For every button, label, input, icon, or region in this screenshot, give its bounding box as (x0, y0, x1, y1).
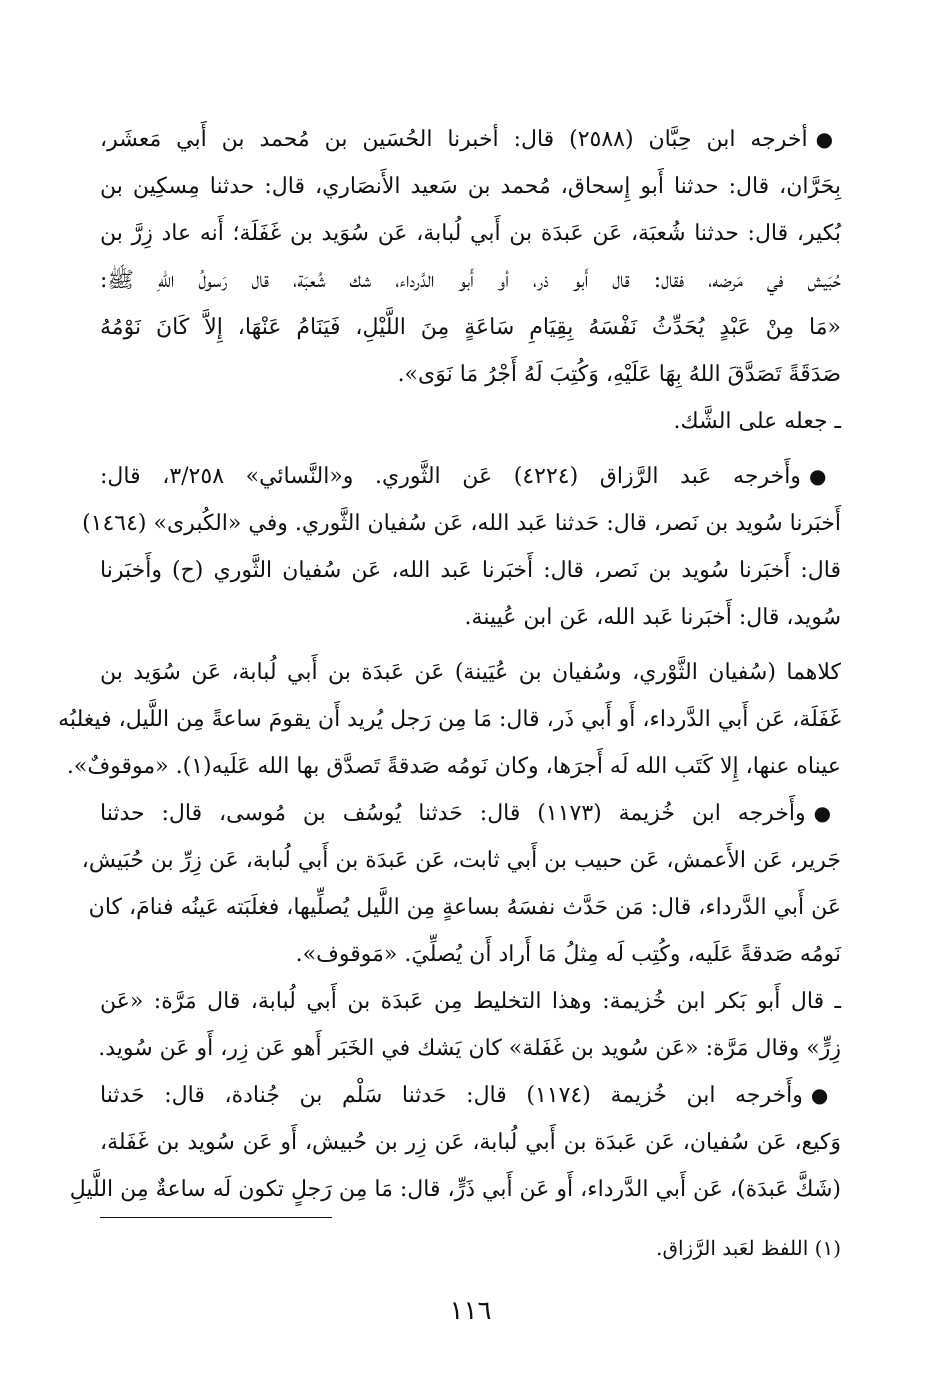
text-line: حُبَيش في مَرضه، فقال: قال أَبو ذر، أو أَبو الدَّرداء، شك شُعبَة، قال رَسولُ اللهِ ﷺ: (100, 268, 841, 293)
text-line: غَفَلَة، عَن أَبي الدَّرداء، أَو أَبي ذَر، قال: مَا مِن رَجل يُريد أَن يقومَ ساعةً مِن اللَّيل، فيغلبُه (58, 707, 841, 732)
hadith-line: صَدَقَةً تَصَدَّقَ اللهُ بِهَا عَلَيْهِ، وَكُتِبَ لَهُ أَجْرُ مَا نَوَى». (397, 362, 841, 387)
text-line: سُويد، قال: أَخبَرنا عَبد الله، عَن ابن عُيينة. (464, 605, 841, 630)
text-line: ـ قال أَبو بَكر ابن خُزيمة: وهذا التخليط مِن عَبدَة بن أَبي لُبابة، قال مَرَّة: «عَن (100, 989, 841, 1014)
text-line: جَرير، عَن الأَعمش، عَن حبيب بن أَبي ثابت، عَن عَبدَة بن أَبي لُبابة، عَن زِرِّ بن حُبَيش، (81, 848, 841, 873)
footnote: (١) اللفظ لعَبد الرَّزاق. (656, 1236, 841, 1260)
bullet-icon: ● (813, 801, 842, 825)
main-text (58, 108, 842, 1213)
text-line: (شَكَّ عَبدَة)، عَن أَبي الدَّرداء، أَو عَن أَبي ذَرٍّ، قال: مَا مِن رَجلٍ تكون لَه ساعةٌ مِن اللَّيلِ (69, 1177, 841, 1202)
text-line: بُكير، قال: حدثنا شُعبَة، عَن عَبدَة بن أَبي لُبابة، عَن سُوَيد بن غَفَلَة؛ أَنه عاد زِرَّ بن (100, 221, 841, 246)
text-line: كلاهما (سُفيان الثَّوْري، وسُفيان بن عُيَينة) عَن عَبدَة بن أَبي لُبابة، عَن سُوَيد بن (100, 660, 841, 685)
bullet-icon: ● (808, 464, 841, 488)
bullet-icon: ● (815, 127, 841, 151)
page-number: ١١٦ (449, 1296, 492, 1326)
text-line: أَخبَرنا سُويد بن نَصر، قال: حَدثنا عَبد الله، عَن سُفيان الثَّوري. وفي «الكُبرى» (١٤٦٤) (82, 511, 841, 536)
text-line: ●وأَخرجه عَبد الرَّزاق (٤٢٢٤) عَن الثَّوري. و«النَّسائي» ٣/٢٥٨، قال: (100, 464, 841, 489)
text-line: زِرٍّ» وقال مَرَّة: «عَن سُويد بن غَفَلة» كان يَشك في الخَبَر أَهو عَن زِر، أَو عَن سُويد. (98, 1036, 841, 1061)
hadith-line: «مَا مِنْ عَبْدٍ يُحَدِّثُ نَفْسَهُ بِقِيَامِ سَاعَةٍ مِنَ اللَّيْلِ، فَيَنَامُ عَنْهَا، إِلاَّ كَانَ نَوْمُهُ (100, 315, 841, 340)
text-line: ●وأَخرجه ابن خُزيمة (١١٧٣) قال: حَدثنا يُوسُف بن مُوسى، قال: حدثنا (100, 801, 842, 826)
text-line: نَومُه صَدقةً عَلَيه، وكُتِب لَه مِثلُ مَا أَراد أَن يُصلِّيَ. «مَوقوف». (295, 942, 841, 967)
bullet-icon: ● (810, 1083, 841, 1107)
note-line: ـ جعله على الشَّك. (673, 409, 841, 434)
text-line: عيناه عنها، إِلا كَتَب الله لَه أَجرَها، وكان نَومُه صَدقةً تَصدَّق بها الله عَلَيه(١). «موقوفٌ». (66, 754, 841, 779)
text-line: وَكيع، عَن سُفيان، عَن عَبدَة بن أَبي لُبابة، عَن زِر بن حُبيش، أَو عَن سُويد بن غَفَلة، (100, 1130, 841, 1155)
text-line: بِحَرَّان، قال: حدثنا أَبو إِسحاق، مُحمد بن سَعيد الأَنصَاري، قال: حدثنا مِسكِين بن (100, 174, 841, 199)
text-line: ●وأَخرجه ابن خُزيمة (١١٧٤) قال: حَدثنا سَلْم بن جُنادة، قال: حَدثنا (100, 1083, 841, 1108)
text-line: قال: أَخبَرنا سُويد بن نَصر، قال: أَخبَرنا عَبد الله، عَن سُفيان الثَّوري (ح) وأَخبَرنا (100, 558, 841, 583)
text-line: عَن أَبي الدَّرداء، قال: مَن حَدَّث نفسَهُ بساعةٍ مِن اللَّيل يُصلِّيها، فغلَبَته عَينُه فنامَ، كان (88, 895, 841, 920)
text-line: ●أخرجه ابن حِبَّان (٢٥٨٨) قال: أخبرنا الحُسَين بن مُحمد بن أَبي مَعشَر، (100, 127, 841, 152)
footnote-divider (100, 1217, 332, 1218)
